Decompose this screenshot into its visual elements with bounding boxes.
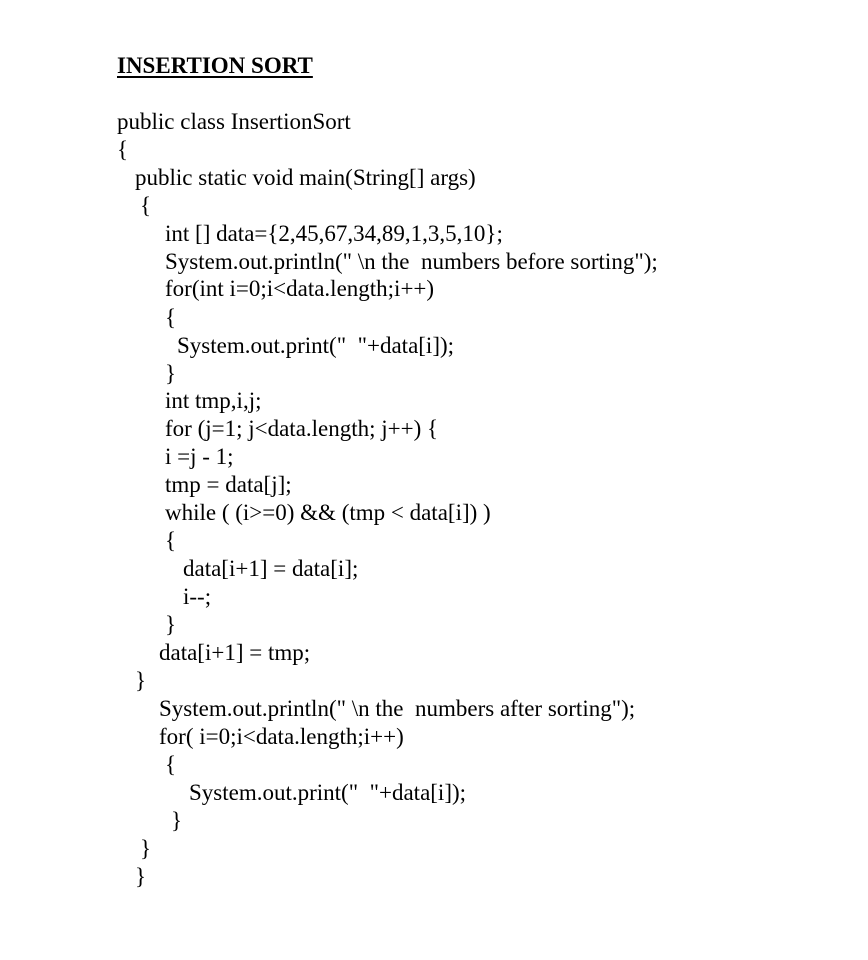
code-line: for( i=0;i<data.length;i++) [159,724,404,749]
code-line: tmp = data[j]; [165,472,292,497]
code-line: } [135,668,147,693]
code-line: for(int i=0;i<data.length;i++) [165,276,435,301]
code-line: } [165,612,177,637]
code-line: } [135,864,147,889]
code-line: public static void main(String[] args) [135,165,476,190]
code-line: { [117,137,129,162]
code-line: } [165,361,177,386]
code-line: } [171,808,183,833]
code-line: i--; [183,584,212,609]
code-line: { [165,528,177,553]
code-line: data[i+1] = tmp; [159,640,311,665]
code-line: System.out.println(" \n the numbers after sorting"); [159,696,636,721]
code-line: for (j=1; j<data.length; j++) { [165,416,439,441]
code-line: data[i+1] = data[i]; [183,556,359,581]
code-line: System.out.print(" "+data[i]); [177,333,455,358]
code-line: { [140,193,152,218]
code-line: { [165,305,177,330]
code-line: System.out.println(" \n the numbers before sorting"); [165,249,658,274]
code-line: public class InsertionSort [117,109,351,134]
code-line: int [] data={2,45,67,34,89,1,3,5,10}; [165,221,503,246]
code-line: while ( (i>=0) && (tmp < data[i]) ) [165,500,491,525]
code-line: i =j - 1; [165,444,234,469]
code-line: System.out.print(" "+data[i]); [189,780,467,805]
code-line: } [140,836,152,861]
code-line: int tmp,i,j; [165,388,262,413]
page-title: INSERTION SORT [117,53,313,78]
code-line: { [165,752,177,777]
